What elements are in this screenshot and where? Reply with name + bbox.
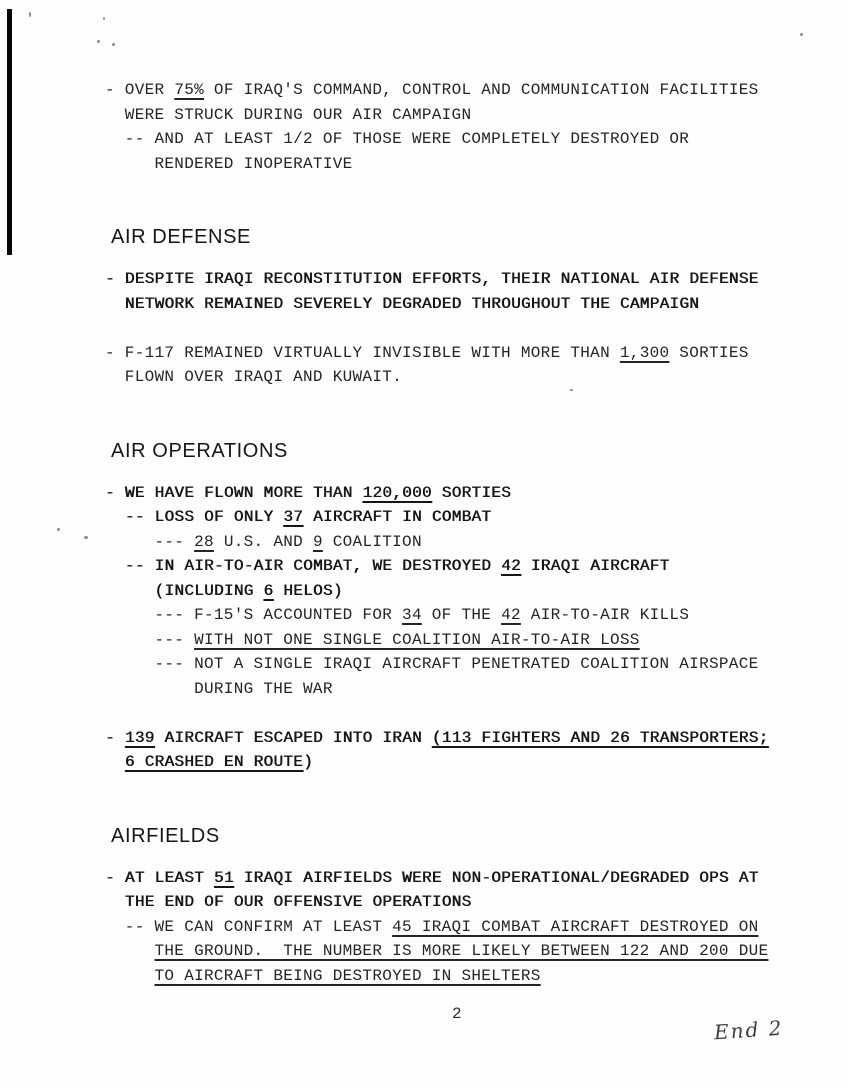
text-segment: IRAQI AIRCRAFT bbox=[520, 557, 670, 575]
section-heading: AIRFIELDS bbox=[111, 824, 220, 847]
underlined-text: 45 IRAQI COMBAT AIRCRAFT DESTROYED ON bbox=[392, 917, 759, 936]
text-line bbox=[155, 530, 806, 555]
text-line bbox=[194, 677, 805, 702]
text-line bbox=[125, 365, 805, 390]
text-segment: OF THE bbox=[421, 606, 502, 624]
text-segment: --- bbox=[154, 532, 195, 551]
text-segment: AIRCRAFT ESCAPED INTO IRAN bbox=[154, 728, 432, 747]
text-line bbox=[125, 554, 805, 579]
text-segment: COALITION bbox=[322, 532, 422, 551]
text-segment: SORTIES bbox=[669, 343, 749, 362]
scan-speck bbox=[97, 40, 100, 43]
text-segment: AIR-TO-AIR KILLS bbox=[520, 606, 690, 624]
underlined-text: 51 bbox=[213, 868, 234, 887]
section-airfields bbox=[105, 825, 805, 989]
text-segment: - OVER bbox=[105, 81, 175, 99]
scan-speck bbox=[112, 43, 115, 46]
text-segment: --- F-15'S ACCOUNTED FOR bbox=[154, 606, 403, 624]
scan-speck bbox=[84, 536, 88, 539]
text-line bbox=[125, 890, 805, 915]
text-line bbox=[125, 292, 805, 317]
text-segment: DURING THE WAR bbox=[194, 679, 333, 698]
text-segment: --- bbox=[154, 630, 195, 649]
text-segment: HELOS) bbox=[273, 581, 343, 600]
text-segment: (INCLUDING bbox=[154, 581, 264, 600]
underlined-text: 9 bbox=[312, 532, 323, 551]
text-line bbox=[105, 341, 805, 366]
section-intro bbox=[105, 78, 805, 176]
text-line bbox=[105, 78, 805, 103]
text-segment: -- LOSS OF ONLY bbox=[124, 508, 284, 526]
handwritten-note: End 2 bbox=[713, 1015, 785, 1045]
text-segment: -- IN AIR-TO-AIR COMBAT, WE DESTROYED bbox=[124, 557, 502, 575]
text-line bbox=[125, 750, 805, 775]
text-line bbox=[125, 127, 805, 152]
text-segment: --- NOT A SINGLE IRAQI AIRCRAFT PENETRATED COALITION AIRSPACE bbox=[154, 655, 759, 673]
document-content bbox=[105, 78, 805, 988]
underlined-text: 1,300 bbox=[619, 343, 670, 362]
text-segment: FLOWN OVER IRAQI AND KUWAIT. bbox=[124, 368, 403, 386]
text-segment: THE END OF OUR OFFENSIVE OPERATIONS bbox=[124, 893, 472, 911]
text-line bbox=[105, 481, 805, 506]
scan-speck bbox=[800, 33, 803, 36]
text-line bbox=[125, 505, 805, 530]
section-air-operations bbox=[105, 440, 805, 775]
underlined-text: 28 bbox=[194, 532, 214, 551]
text-segment: WERE STRUCK DURING OUR AIR CAMPAIGN bbox=[124, 105, 472, 124]
section-heading: AIR OPERATIONS bbox=[111, 439, 288, 462]
underlined-text: 75% bbox=[174, 81, 205, 99]
text-line bbox=[155, 964, 806, 989]
underlined-text: 120,000 bbox=[362, 483, 432, 502]
underlined-text: 6 CRASHED EN ROUTE bbox=[124, 753, 304, 771]
text-segment: -- AND AT LEAST 1/2 OF THOSE WERE COMPLETELY DESTROYED OR bbox=[124, 130, 690, 148]
underlined-text: (113 FIGHTERS AND 26 TRANSPORTERS; bbox=[431, 728, 769, 747]
scan-artifact-bar bbox=[7, 9, 12, 255]
underlined-text: 42 bbox=[501, 557, 521, 575]
underlined-text: 37 bbox=[283, 508, 304, 526]
text-line bbox=[105, 866, 805, 891]
underlined-text: 42 bbox=[501, 606, 521, 624]
text-segment: ) bbox=[303, 753, 313, 771]
text-segment: U.S. AND bbox=[213, 532, 313, 551]
text-line bbox=[155, 603, 806, 628]
underlined-text: 34 bbox=[402, 606, 422, 624]
text-segment: - DESPITE IRAQI RECONSTITUTION EFFORTS, THEIR NATIONAL AIR DEFENSE bbox=[105, 270, 759, 288]
scan-speck bbox=[103, 17, 105, 20]
text-line bbox=[155, 152, 806, 177]
text-segment: - WE HAVE FLOWN MORE THAN bbox=[105, 483, 363, 502]
text-line bbox=[155, 939, 806, 964]
text-segment: AIRCRAFT IN COMBAT bbox=[303, 508, 492, 526]
text-segment: SORTIES bbox=[431, 483, 511, 502]
text-segment: IRAQI AIRFIELDS WERE NON-OPERATIONAL/DEGRADED OPS AT bbox=[233, 868, 759, 887]
page-number: 2 bbox=[452, 1005, 462, 1023]
text-line bbox=[105, 267, 805, 292]
text-line bbox=[125, 915, 805, 940]
text-line bbox=[125, 103, 805, 128]
text-line bbox=[155, 579, 806, 604]
text-segment: - bbox=[105, 728, 125, 747]
underlined-text: 139 bbox=[124, 728, 155, 747]
text-segment: OF IRAQ'S COMMAND, CONTROL AND COMMUNICATION FACILITIES bbox=[204, 81, 759, 99]
text-segment: - F-117 REMAINED VIRTUALLY INVISIBLE WITH MORE THAN bbox=[105, 343, 620, 362]
section-heading: AIR DEFENSE bbox=[111, 226, 251, 248]
text-segment: -- WE CAN CONFIRM AT LEAST bbox=[124, 917, 393, 936]
section-air-defense bbox=[105, 226, 805, 390]
underlined-text: WITH NOT ONE SINGLE COALITION AIR-TO-AIR LOSS bbox=[194, 630, 640, 649]
text-line bbox=[155, 628, 806, 653]
scan-speck bbox=[57, 528, 60, 531]
underlined-text: TO AIRCRAFT BEING DESTROYED IN SHELTERS bbox=[154, 966, 541, 985]
text-line bbox=[105, 726, 805, 751]
underlined-text: 6 bbox=[263, 581, 274, 600]
text-line bbox=[155, 652, 806, 677]
scan-speck bbox=[29, 12, 31, 17]
text-segment: NETWORK REMAINED SEVERELY DEGRADED THROUGHOUT THE CAMPAIGN bbox=[124, 294, 700, 313]
text-segment: RENDERED INOPERATIVE bbox=[154, 154, 353, 173]
text-segment: - AT LEAST bbox=[105, 868, 214, 887]
underlined-text: THE GROUND. THE NUMBER IS MORE LIKELY BETWEEN 122 AND 200 DUE bbox=[154, 942, 769, 960]
